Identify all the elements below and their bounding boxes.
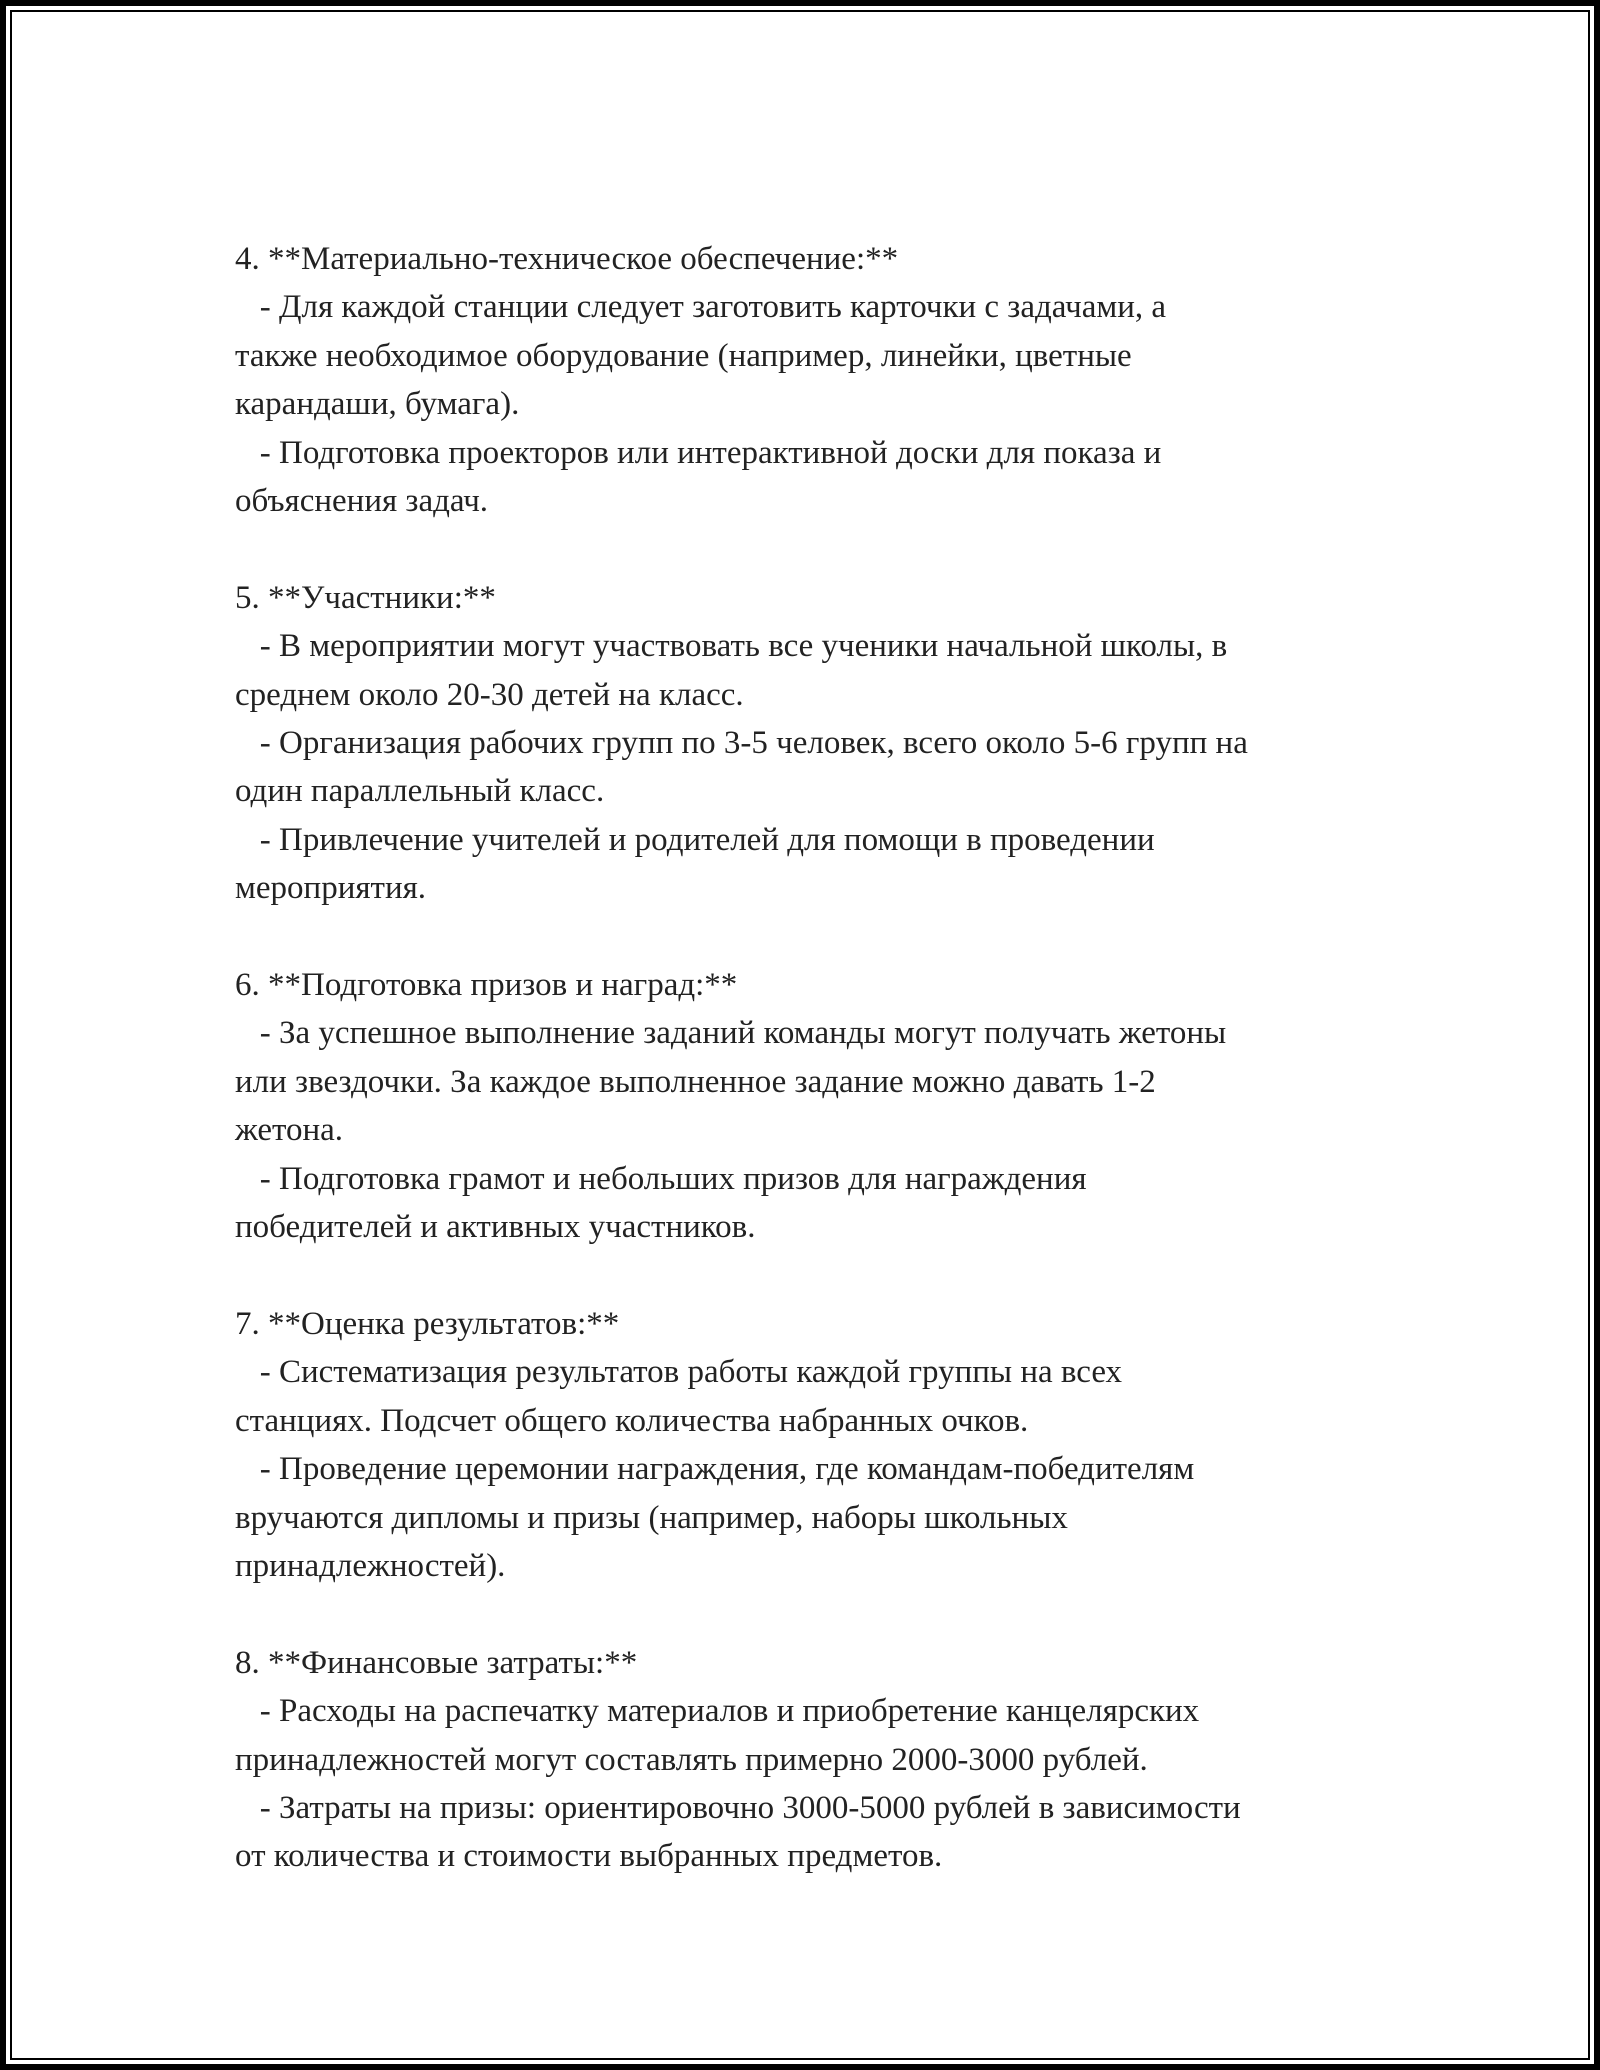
text-line: - Систематизация результатов работы каждой группы на всех (235, 1354, 1123, 1391)
text-line: - В мероприятии могут участвовать все ученики начальной школы, в (235, 628, 1228, 665)
text-line: карандаши, бумага). (235, 386, 520, 423)
text-line: объяснения задач. (235, 483, 489, 520)
text-line: - Организация рабочих групп по 3-5 человек, всего около 5-6 групп на (235, 725, 1248, 762)
text-line: победителей и активных участников. (235, 1209, 756, 1246)
text-line: станциях. Подсчет общего количества набранных очков. (235, 1402, 1029, 1439)
text-line: - Подготовка грамот и небольших призов для награждения (235, 1160, 1087, 1197)
text-line: - Подготовка проекторов или интерактивной доски для показа и (235, 434, 1162, 471)
text-line: - Затраты на призы: ориентировочно 3000-5000 рублей в зависимости (235, 1789, 1241, 1826)
section-heading: 5. **Участники:** (235, 579, 496, 616)
section-participants (235, 574, 1395, 913)
section-prizes (235, 961, 1395, 1251)
text-line: - За успешное выполнение заданий команды могут получать жетоны (235, 1015, 1227, 1052)
section-heading: 4. **Материально-техническое обеспечение:** (235, 241, 899, 277)
text-line: вручаются дипломы и призы (например, наборы школьных (235, 1499, 1068, 1536)
section-heading: 6. **Подготовка призов и наград:** (235, 967, 738, 1004)
text-line: жетона. (235, 1112, 344, 1149)
text-line: - Проведение церемонии награждения, где командам-победителям (235, 1451, 1195, 1488)
section-results-evaluation (235, 1300, 1395, 1590)
text-line: принадлежностей могут составлять примерно 2000-3000 рублей. (235, 1741, 1148, 1778)
text-line: один параллельный класс. (235, 773, 605, 810)
text-line: от количества и стоимости выбранных предметов. (235, 1838, 943, 1875)
document-body (235, 235, 1395, 1881)
section-material-support (235, 235, 1395, 525)
text-line: мероприятия. (235, 870, 427, 907)
section-heading: 8. **Финансовые затраты:** (235, 1644, 638, 1681)
section-heading: 7. **Оценка результатов:** (235, 1305, 620, 1342)
text-line: - Для каждой станции следует заготовить карточки с задачами, а (235, 289, 1167, 326)
text-line: - Расходы на распечатку материалов и приобретение канцелярских (235, 1693, 1200, 1730)
text-line: среднем около 20-30 детей на класс. (235, 676, 744, 713)
section-financial-costs (235, 1639, 1395, 1881)
text-line: принадлежностей). (235, 1547, 506, 1584)
text-line: - Привлечение учителей и родителей для помощи в проведении (235, 821, 1155, 858)
text-line: также необходимое оборудование (например, линейки, цветные (235, 337, 1132, 374)
text-line: или звездочки. За каждое выполненное задание можно давать 1-2 (235, 1063, 1156, 1100)
